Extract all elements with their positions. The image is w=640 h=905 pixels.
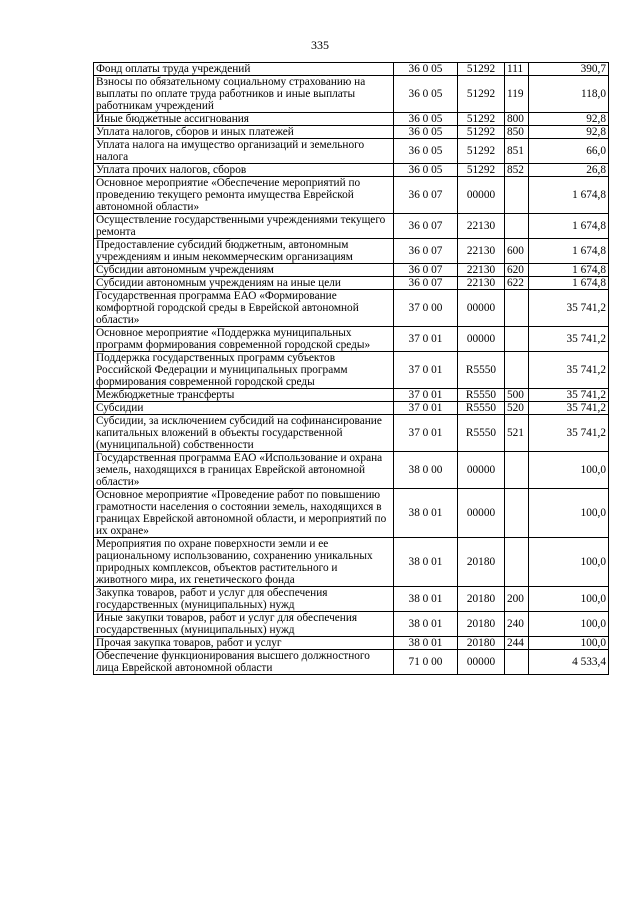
table-row <box>94 415 609 452</box>
row-name-cell: Уплата налогов, сборов и иных платежей <box>94 126 394 139</box>
table-row <box>94 214 609 239</box>
row-program-code-cell: 71 0 00 <box>394 650 458 675</box>
row-target-code-cell: 20180 <box>458 637 505 650</box>
row-amount-cell: 26,8 <box>529 164 609 177</box>
row-amount-cell: 66,0 <box>529 139 609 164</box>
row-program-code-cell: 36 0 05 <box>394 113 458 126</box>
row-program-code-cell: 37 0 01 <box>394 402 458 415</box>
row-amount-cell: 100,0 <box>529 587 609 612</box>
table-row <box>94 352 609 389</box>
row-amount-cell: 35 741,2 <box>529 389 609 402</box>
row-target-code-cell: R5550 <box>458 352 505 389</box>
table-row <box>94 126 609 139</box>
row-expense-type-cell: 200 <box>505 587 529 612</box>
row-program-code-cell: 36 0 07 <box>394 214 458 239</box>
table-row <box>94 612 609 637</box>
row-name-cell: Закупка товаров, работ и услуг для обеспечения государственных (муниципальных) нужд <box>94 587 394 612</box>
row-expense-type-cell <box>505 650 529 675</box>
row-target-code-cell: 51292 <box>458 126 505 139</box>
row-amount-cell: 1 674,8 <box>529 277 609 290</box>
row-target-code-cell: 51292 <box>458 63 505 76</box>
row-name-cell: Основное мероприятие «Обеспечение мероприятий по проведению текущего ремонта имущества Еврейской автономной области» <box>94 177 394 214</box>
row-target-code-cell: R5550 <box>458 402 505 415</box>
table-row <box>94 239 609 264</box>
row-expense-type-cell: 850 <box>505 126 529 139</box>
row-name-cell: Государственная программа ЕАО «Использование и охрана земель, находящихся в границах Еврейской автономной области» <box>94 452 394 489</box>
table-row <box>94 164 609 177</box>
row-program-code-cell: 36 0 05 <box>394 164 458 177</box>
row-name-cell: Обеспечение функционирования высшего должностного лица Еврейской автономной области <box>94 650 394 675</box>
row-name-cell: Субсидии автономным учреждениям на иные цели <box>94 277 394 290</box>
row-amount-cell: 92,8 <box>529 126 609 139</box>
table-row <box>94 327 609 352</box>
row-expense-type-cell: 521 <box>505 415 529 452</box>
row-amount-cell: 118,0 <box>529 76 609 113</box>
row-program-code-cell: 37 0 01 <box>394 389 458 402</box>
row-expense-type-cell <box>505 489 529 538</box>
row-name-cell: Иные бюджетные ассигнования <box>94 113 394 126</box>
row-target-code-cell: R5550 <box>458 389 505 402</box>
page-number: 335 <box>311 38 329 52</box>
row-program-code-cell: 37 0 01 <box>394 352 458 389</box>
row-expense-type-cell: 119 <box>505 76 529 113</box>
row-expense-type-cell: 620 <box>505 264 529 277</box>
row-name-cell: Уплата прочих налогов, сборов <box>94 164 394 177</box>
row-target-code-cell: 22130 <box>458 214 505 239</box>
table-row <box>94 637 609 650</box>
row-name-cell: Мероприятия по охране поверхности земли и ее рациональному использованию, сохранению уникальных природных комплексов, объектов растительного и животного мира, их генетического фонда <box>94 538 394 587</box>
row-target-code-cell: 00000 <box>458 650 505 675</box>
row-target-code-cell: 22130 <box>458 239 505 264</box>
row-expense-type-cell <box>505 177 529 214</box>
row-name-cell: Межбюджетные трансферты <box>94 389 394 402</box>
budget-table <box>93 62 609 675</box>
row-program-code-cell: 38 0 00 <box>394 452 458 489</box>
row-amount-cell: 92,8 <box>529 113 609 126</box>
table-row <box>94 402 609 415</box>
row-name-cell: Субсидии <box>94 402 394 415</box>
table-row <box>94 290 609 327</box>
table-row <box>94 389 609 402</box>
row-name-cell: Основное мероприятие «Проведение работ по повышению грамотности населения о состоянии земель, находящихся в границах Еврейской автономной области, и мероприятий по их охране» <box>94 489 394 538</box>
row-expense-type-cell: 240 <box>505 612 529 637</box>
row-expense-type-cell <box>505 452 529 489</box>
row-amount-cell: 1 674,8 <box>529 264 609 277</box>
row-name-cell: Государственная программа ЕАО «Формирование комфортной городской среды в Еврейской автономной области» <box>94 290 394 327</box>
table-row <box>94 587 609 612</box>
row-expense-type-cell <box>505 327 529 352</box>
row-target-code-cell: 00000 <box>458 489 505 538</box>
row-target-code-cell: 00000 <box>458 290 505 327</box>
row-name-cell: Прочая закупка товаров, работ и услуг <box>94 637 394 650</box>
row-name-cell: Субсидии, за исключением субсидий на софинансирование капитальных вложений в объекты государственной (муниципальной) собственности <box>94 415 394 452</box>
row-amount-cell: 100,0 <box>529 612 609 637</box>
row-expense-type-cell <box>505 352 529 389</box>
row-amount-cell: 390,7 <box>529 63 609 76</box>
row-program-code-cell: 36 0 07 <box>394 177 458 214</box>
row-amount-cell: 35 741,2 <box>529 352 609 389</box>
table-row <box>94 177 609 214</box>
row-name-cell: Субсидии автономным учреждениям <box>94 264 394 277</box>
row-program-code-cell: 36 0 05 <box>394 139 458 164</box>
row-amount-cell: 35 741,2 <box>529 290 609 327</box>
table-row <box>94 489 609 538</box>
row-program-code-cell: 38 0 01 <box>394 489 458 538</box>
row-target-code-cell: R5550 <box>458 415 505 452</box>
row-amount-cell: 35 741,2 <box>529 415 609 452</box>
row-program-code-cell: 36 0 07 <box>394 239 458 264</box>
row-amount-cell: 100,0 <box>529 489 609 538</box>
row-expense-type-cell: 852 <box>505 164 529 177</box>
row-target-code-cell: 51292 <box>458 76 505 113</box>
row-expense-type-cell: 500 <box>505 389 529 402</box>
row-name-cell: Основное мероприятие «Поддержка муниципальных программ формирования современной городской среды» <box>94 327 394 352</box>
row-program-code-cell: 38 0 01 <box>394 637 458 650</box>
row-name-cell: Фонд оплаты труда учреждений <box>94 63 394 76</box>
row-name-cell: Поддержка государственных программ субъектов Российской Федерации и муниципальных программ формирования современной городской среды <box>94 352 394 389</box>
row-program-code-cell: 36 0 07 <box>394 277 458 290</box>
row-amount-cell: 100,0 <box>529 452 609 489</box>
row-target-code-cell: 22130 <box>458 264 505 277</box>
row-expense-type-cell <box>505 214 529 239</box>
row-program-code-cell: 36 0 05 <box>394 126 458 139</box>
row-expense-type-cell: 800 <box>505 113 529 126</box>
row-target-code-cell: 51292 <box>458 113 505 126</box>
row-target-code-cell: 00000 <box>458 327 505 352</box>
table-row <box>94 139 609 164</box>
budget-table-body <box>94 63 609 675</box>
row-expense-type-cell: 851 <box>505 139 529 164</box>
row-amount-cell: 4 533,4 <box>529 650 609 675</box>
row-expense-type-cell: 111 <box>505 63 529 76</box>
row-amount-cell: 100,0 <box>529 637 609 650</box>
row-amount-cell: 35 741,2 <box>529 402 609 415</box>
row-expense-type-cell: 244 <box>505 637 529 650</box>
row-name-cell: Взносы по обязательному социальному страхованию на выплаты по оплате труда работников и иные выплаты работникам учреждений <box>94 76 394 113</box>
row-program-code-cell: 38 0 01 <box>394 538 458 587</box>
row-target-code-cell: 20180 <box>458 612 505 637</box>
row-amount-cell: 100,0 <box>529 538 609 587</box>
row-program-code-cell: 38 0 01 <box>394 587 458 612</box>
table-row <box>94 113 609 126</box>
row-amount-cell: 1 674,8 <box>529 239 609 264</box>
row-target-code-cell: 51292 <box>458 164 505 177</box>
row-target-code-cell: 00000 <box>458 452 505 489</box>
row-target-code-cell: 00000 <box>458 177 505 214</box>
row-program-code-cell: 38 0 01 <box>394 612 458 637</box>
row-program-code-cell: 37 0 01 <box>394 327 458 352</box>
row-program-code-cell: 37 0 01 <box>394 415 458 452</box>
table-row <box>94 76 609 113</box>
row-expense-type-cell: 600 <box>505 239 529 264</box>
row-amount-cell: 35 741,2 <box>529 327 609 352</box>
row-amount-cell: 1 674,8 <box>529 214 609 239</box>
table-row <box>94 277 609 290</box>
table-row <box>94 650 609 675</box>
row-name-cell: Иные закупки товаров, работ и услуг для обеспечения государственных (муниципальных) нужд <box>94 612 394 637</box>
row-program-code-cell: 36 0 05 <box>394 76 458 113</box>
table-row <box>94 63 609 76</box>
row-expense-type-cell: 622 <box>505 277 529 290</box>
row-target-code-cell: 20180 <box>458 587 505 612</box>
row-program-code-cell: 36 0 07 <box>394 264 458 277</box>
row-program-code-cell: 36 0 05 <box>394 63 458 76</box>
row-name-cell: Уплата налога на имущество организаций и земельного налога <box>94 139 394 164</box>
row-expense-type-cell <box>505 290 529 327</box>
row-target-code-cell: 22130 <box>458 277 505 290</box>
row-program-code-cell: 37 0 00 <box>394 290 458 327</box>
row-amount-cell: 1 674,8 <box>529 177 609 214</box>
row-target-code-cell: 51292 <box>458 139 505 164</box>
table-row <box>94 538 609 587</box>
row-expense-type-cell <box>505 538 529 587</box>
table-row <box>94 452 609 489</box>
row-target-code-cell: 20180 <box>458 538 505 587</box>
row-name-cell: Предоставление субсидий бюджетным, автономным учреждениям и иным некоммерческим организациям <box>94 239 394 264</box>
table-row <box>94 264 609 277</box>
row-name-cell: Осуществление государственными учреждениями текущего ремонта <box>94 214 394 239</box>
row-expense-type-cell: 520 <box>505 402 529 415</box>
